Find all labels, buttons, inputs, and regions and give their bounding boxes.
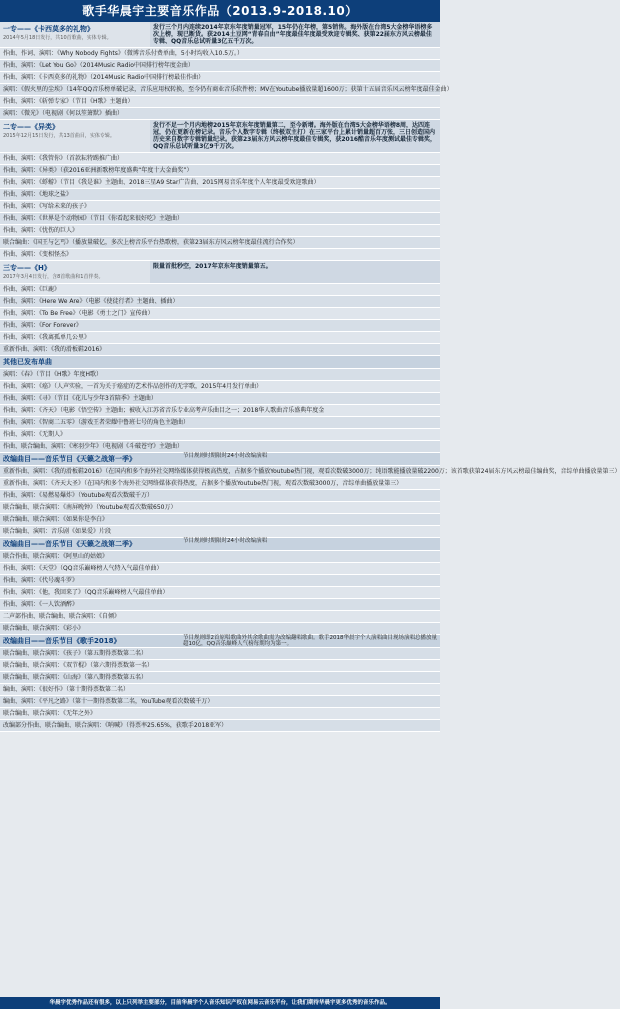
list-item: 作曲、演唱：《异类》（获2016亚洲新歌榜年度盛典“年度十大金曲奖”） (0, 165, 440, 177)
footer-note: 华晨宇优秀作品还有很多，以上只列举主要部分，目前华晨宇个人音乐知识产权在网易云音乐平台，让我们期待华晨宇更多优秀的音乐作品。 (0, 997, 440, 1009)
list-item: 联合编曲、联合演唱：《彩小》 (0, 623, 440, 635)
show-header (0, 538, 440, 551)
album-name: 三专——《H》 (3, 264, 51, 272)
list-item: 联合编曲、演唱：音乐剧《如果爱》片段 (0, 526, 440, 538)
list-item: 作曲、演唱：《斩弹专家》（节目《H歌》主题曲） (0, 96, 440, 108)
album-desc: 发行三个月内连续2014年京东年度销量冠军，15年仍在年榜，第5销售。海外版在台湾5大金榜华语榜多次上榜，现已断货。获2014土豆网“青春自由”年度最佳年度最受欢迎专辑奖、获第22届东方风云榜最佳专辑、QQ音乐总试听量3亿五千万次。 (150, 22, 440, 47)
album-1-section (0, 22, 453, 120)
album-date: 2015年12月15日发行，共13首曲目，实体专辑。 (3, 133, 115, 139)
list-item: 作曲、演唱：《Here We Are》（电影《使徒行者》主题曲、插曲） (0, 296, 440, 308)
album-name: 一专——《卡西莫多的礼物》 (3, 25, 94, 33)
list-item: 作曲、作词、演唱：《Why Nobody Fights》（微博音乐付费单曲，5小时均收入10.5万。） (0, 48, 440, 60)
show-info: 节目规则时期限时24小时改编演唱 (183, 538, 267, 544)
list-item: 作曲、演唱：《易燃易爆炸》（Youtube观看次数破千万） (0, 490, 440, 502)
list-item: 演唱：《春》（节目《H歌》年度H歌） (0, 369, 440, 381)
list-item: 作曲、演唱：《世界是个动物园》（节目《你看起来很好吃》主题曲） (0, 213, 440, 225)
album-desc: 限量首批秒空，2017年京东年度销量第五。 (150, 261, 440, 283)
album-3-section (0, 261, 440, 356)
list-item: 作曲、演唱：《For Forever》 (0, 320, 440, 332)
list-item: 联合编曲、联合演唱：《孩子》（第五期得票数第二名） (0, 648, 440, 660)
list-item: 二声部作曲、联合编曲、联合演唱：《自倾》 (0, 611, 440, 623)
list-item: 作曲、演唱：《癌》（人声实验，一首为关于癌症的艺术作品创作的无字歌，2015年4月发行单曲） (0, 381, 440, 393)
show-header (0, 453, 440, 466)
show-label: 改编曲目——音乐节目《天籁之战第二季》 (3, 540, 136, 548)
show-info: 节目规则时期限时24小时改编演唱 (183, 453, 267, 459)
show-label: 改编曲目——音乐节目《天籁之战第一季》 (3, 455, 136, 463)
album-rows (0, 153, 440, 261)
list-item: 联合编曲、联合演唱：《山海》（第八期得票数第五名） (0, 672, 440, 684)
list-item: 联合编曲、联合演唱：《无年之外》 (0, 708, 440, 720)
list-item: 作曲、演唱：《他，我回来了》（QQ音乐巅峰榜人气最佳单曲） (0, 587, 440, 599)
list-item: 作曲、演唱：《天堂》（QQ音乐巅峰榜人气特入气最佳单曲） (0, 563, 440, 575)
album-date: 2017年3月4日发行，含8首歌曲和1首伴奏。 (3, 274, 104, 280)
list-item: 重新作曲、演唱：《我的滑板鞋2016》（在国内和多个海外社交网络媒体获得极高热度，占据多个播放Youtube热门视，观看次数破3000万；纯语歌能播放量破2200万；该首歌获第24届东方风云榜最佳编曲奖，音综单曲播放量第三） (0, 466, 440, 478)
list-item: 联合编曲：《国王与乞丐》（播放量破亿，多次上榜音乐平台热歌榜，获第23届东方风云榜年度最佳流行合作奖） (0, 237, 440, 249)
album-name: 二专——《异类》 (3, 123, 59, 131)
list-item: 作曲、演唱：《变相怪杰》 (0, 249, 440, 261)
list-item: 改编部分作曲、联合编曲、联合演唱：《呐喊》（得票率25.65%，获歌手2018亚军） (0, 720, 440, 732)
show-1-section (0, 453, 620, 538)
list-item: 演唱：《假火里的尘埃》（14年QQ音乐榜单破记录，音乐应用权转换，至今仍有商业音乐软件榜；MV在Youtube播放量超1600万；获第十五届音乐风云榜年度最佳金曲） (0, 84, 440, 96)
list-item: 编曲、演唱：《平凡之路》（第十一期得票数第二名，YouTube观看次数破千万） (0, 696, 440, 708)
album-2-section (0, 120, 440, 261)
show-label: 改编曲目——音乐节目《歌手2018》 (3, 637, 121, 645)
list-item: 作曲、演唱：《代号魂斗罗》 (0, 575, 440, 587)
list-item: 作曲、演唱：《无期人》 (0, 429, 440, 441)
list-item: 编曲、演唱：《很好作》（第十期得票数第二名） (0, 684, 440, 696)
show-3-section (0, 635, 440, 732)
list-item: 作曲、演唱：《我管你》（首款耘特踢推广曲） (0, 153, 440, 165)
list-item: 重新作曲、演唱：《齐天大圣》（在国内和多个海外社交网络媒体获得热度，占据多个播放Youtube热门视，观看次数破3000万，音综单曲播放量第三） (0, 478, 440, 490)
list-item: 重新作曲、演唱：《我的滑板鞋2016》 (0, 344, 440, 356)
show-header (0, 635, 440, 648)
list-item: 作曲、联合编曲、演唱：《寒羽少年》（电视剧《斗破苍穹》主题曲） (0, 441, 440, 453)
list-item: 演唱：《微光》（电视剧《何以笙箫默》插曲） (0, 108, 440, 120)
section-title: 其他已发布单曲 (0, 356, 440, 369)
other-singles-section (0, 356, 440, 453)
list-item: 联合作曲、联合演唱：《阿里山的姑娘》 (0, 551, 440, 563)
album-rows (0, 48, 453, 120)
list-item: 联合编曲、联合演唱：《如果你是李白》 (0, 514, 440, 526)
album-rows (0, 284, 440, 356)
list-item: 作曲、演唱：《寻》（节目《花儿与少年3首陪季》主题曲） (0, 393, 440, 405)
album-header (0, 22, 440, 48)
album-date: 2014年5月18日发行，共10首歌曲，实体专辑。 (3, 35, 112, 41)
page-title: 歌手华晨宇主要音乐作品（2013.9-2018.10） (0, 0, 440, 22)
list-item: 作曲、演唱：《我离孤单几公里》 (0, 332, 440, 344)
list-item: 联合编曲、联合演唱：《南屏晚钟》（Youtube观看次数破650万） (0, 502, 440, 514)
album-desc: 发行不足一个月内地榜2015年京东年度销量第二，至今新增。海外版在台湾5大金榜华语榜8周，达四连冠，仍在更新在榜记录。音乐个人数字专辑（终极双主打）在三家平台上累计销量超百万张，三日创造国内历史来自数字专辑销量纪录。获第23届东方风云榜年度最佳专辑奖，获2016酷音乐年度测试最佳专辑奖，QQ音乐总试听量3亿9千万次。 (150, 120, 440, 152)
list-item: 作曲、演唱：《Let You Go》（2014Music Radio中国排行榜年度金曲） (0, 60, 440, 72)
show-info: 节目规则即2首原唱歌曲外其余歌曲需为改编翻唱歌曲。歌手2018华晨宇个人演唱曲目现场演唱总播放量超10亿，QQ音乐巅峰人气榜每期均为第一。 (183, 635, 437, 647)
list-item: 作曲、演唱：《地球之盐》 (0, 189, 440, 201)
list-item: 作曲、演唱：《齐天》（电影《悟空传》主题曲；被收入江苏省音乐专业高考声乐曲目之一；2018华人歌曲音乐盛典年度金 (0, 405, 440, 417)
list-item: 作曲、演唱：《蜉蝣》（节目《我是谁》主题曲、2018三星A9 Star广告曲、2015网易音乐年度个人年度最受欢迎歌曲） (0, 177, 440, 189)
list-item: 作曲、演唱：《一人饮酒醉》 (0, 599, 440, 611)
album-header (0, 120, 440, 153)
list-item: 作曲、演唱：《智商二五零》（游戏王者荣耀中鲁班七号的角色主题曲） (0, 417, 440, 429)
list-item: 联合编曲、联合演唱：《双节棍》（第六期得票数第一名） (0, 660, 440, 672)
album-header (0, 261, 440, 284)
show-2-section (0, 538, 440, 635)
list-item: 作曲、演唱：《忧伤的巨人》 (0, 225, 440, 237)
list-item: 作曲、演唱：《巨鹿》 (0, 284, 440, 296)
list-item: 作曲、演唱：《To Be Free》（电影《勇士之门》宣传曲） (0, 308, 440, 320)
list-item: 作曲、演唱：《写给未来的孩子》 (0, 201, 440, 213)
list-item: 作曲、演唱：《卡西莫多的礼物》（2014Music Radio中国排行榜最佳作曲） (0, 72, 440, 84)
